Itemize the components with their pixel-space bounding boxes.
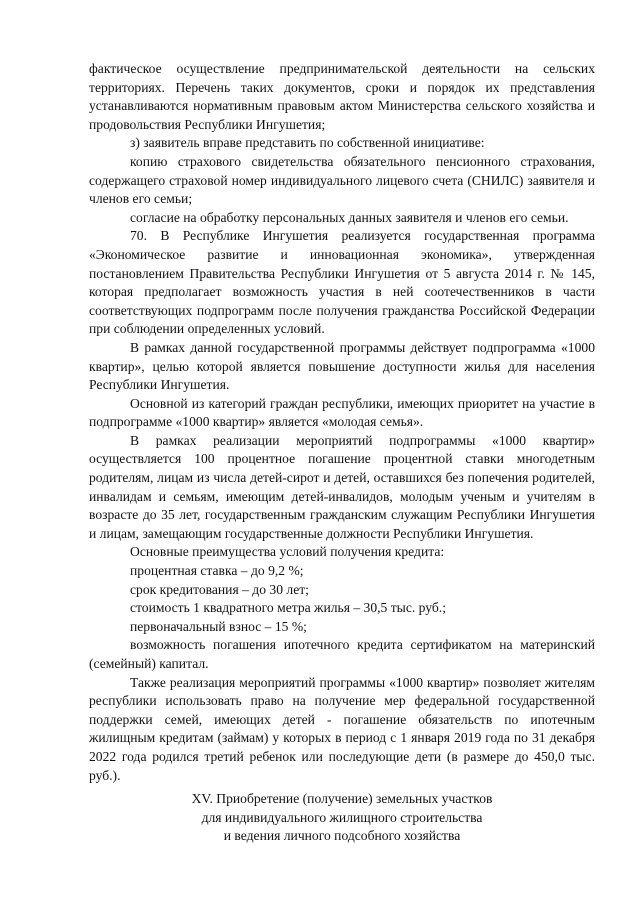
paragraph-snils: копию страхового свидетельства обязательного пенсионного страхования, содержащего страховой номер индивидуального лицевого счета (СНИЛС) заявителя и членов его семьи; [89, 153, 595, 207]
paragraph-item-z: з) заявитель вправе представить по собственной инициативе: [130, 135, 485, 151]
list-item-maternity-capital: возможность погашения ипотечного кредита сертификатом на материнский (семейный) капитал. [89, 637, 595, 671]
paragraph-continuation: фактическое осуществление предпринимательской деятельности на сельских территориях. Перечень таких документов, сроки и порядок их представления устанавливаются нормативным правовым актом Министерства сельского хозяйства и продовольствия Республики Ингушетия; [89, 61, 595, 132]
paragraph-interest-repayment: В рамках реализации мероприятий подпрограммы «1000 квартир» осуществляется 100 процентное погашение процентной ставки многодетным родителям, лицам из числа детей-сирот и детей, оставшихся без попечения родителей, инвалидам и семьям, имеющим детей-инвалидов, молодым ученым и учителям в возрасте до 35 лет, государственным гражданским служащим Республики Ингушетия и лицам, замещающим государственные должности Республики Ингушетия. [89, 432, 595, 541]
list-item-rate: процентная ставка – до 9,2 %; [130, 563, 304, 579]
paragraph-consent: согласие на обработку персональных данных заявителя и членов его семьи. [130, 209, 569, 225]
paragraph-advantages: Основные преимущества условий получения кредита: [130, 544, 445, 560]
paragraph-priority: Основной из категорий граждан республики, имеющих приоритет на участие в подпрограмме «1000 квартир» является «молодая семья». [89, 395, 595, 430]
section-heading [89, 790, 595, 846]
list-item-price: стоимость 1 квадратного метра жилья – 30,5 тыс. руб.; [130, 600, 446, 616]
paragraph-subprogram: В рамках данной государственной программы действует подпрограмма «1000 квартир», целью которой является повышение доступности жилья для населения Республики Ингушетия. [89, 339, 595, 393]
section-heading-line-1: XV. Приобретение (получение) земельных участков [191, 791, 493, 806]
list-item-term: срок кредитования – до 30 лет; [130, 581, 309, 597]
document-body [89, 60, 595, 785]
paragraph-70: 70. В Республике Ингушетия реализуется государственная программа «Экономическое развитие и инновационная экономика», утвержденная постановлением Правительства Республики Ингушетия от 5 августа 2014 г. № 145, которая предполагает возможность участия в ней соотечественников в части соответствующих подпрограмм после получения гражданства Российской Федерации при соблюдении определенных условий. [89, 228, 595, 337]
section-heading-line-3: и ведения личного подсобного хозяйства [223, 828, 461, 844]
list-item-down-payment: первоначальный взнос – 15 %; [130, 618, 307, 634]
section-heading-line-2: для индивидуального жилищного строительства [201, 809, 483, 825]
paragraph-federal-support: Также реализация мероприятий программы «1000 квартир» позволяет жителям республики использовать право на получение мер федеральной государственной поддержки семей, имеющих детей - погашение обязательств по ипотечным жилищным кредитам (займам) у которых в период с 1 января 2019 года по 31 декабря 2022 года родился третий ребенок или последующие дети (в размере до 450,0 тыс. руб.). [89, 674, 595, 783]
